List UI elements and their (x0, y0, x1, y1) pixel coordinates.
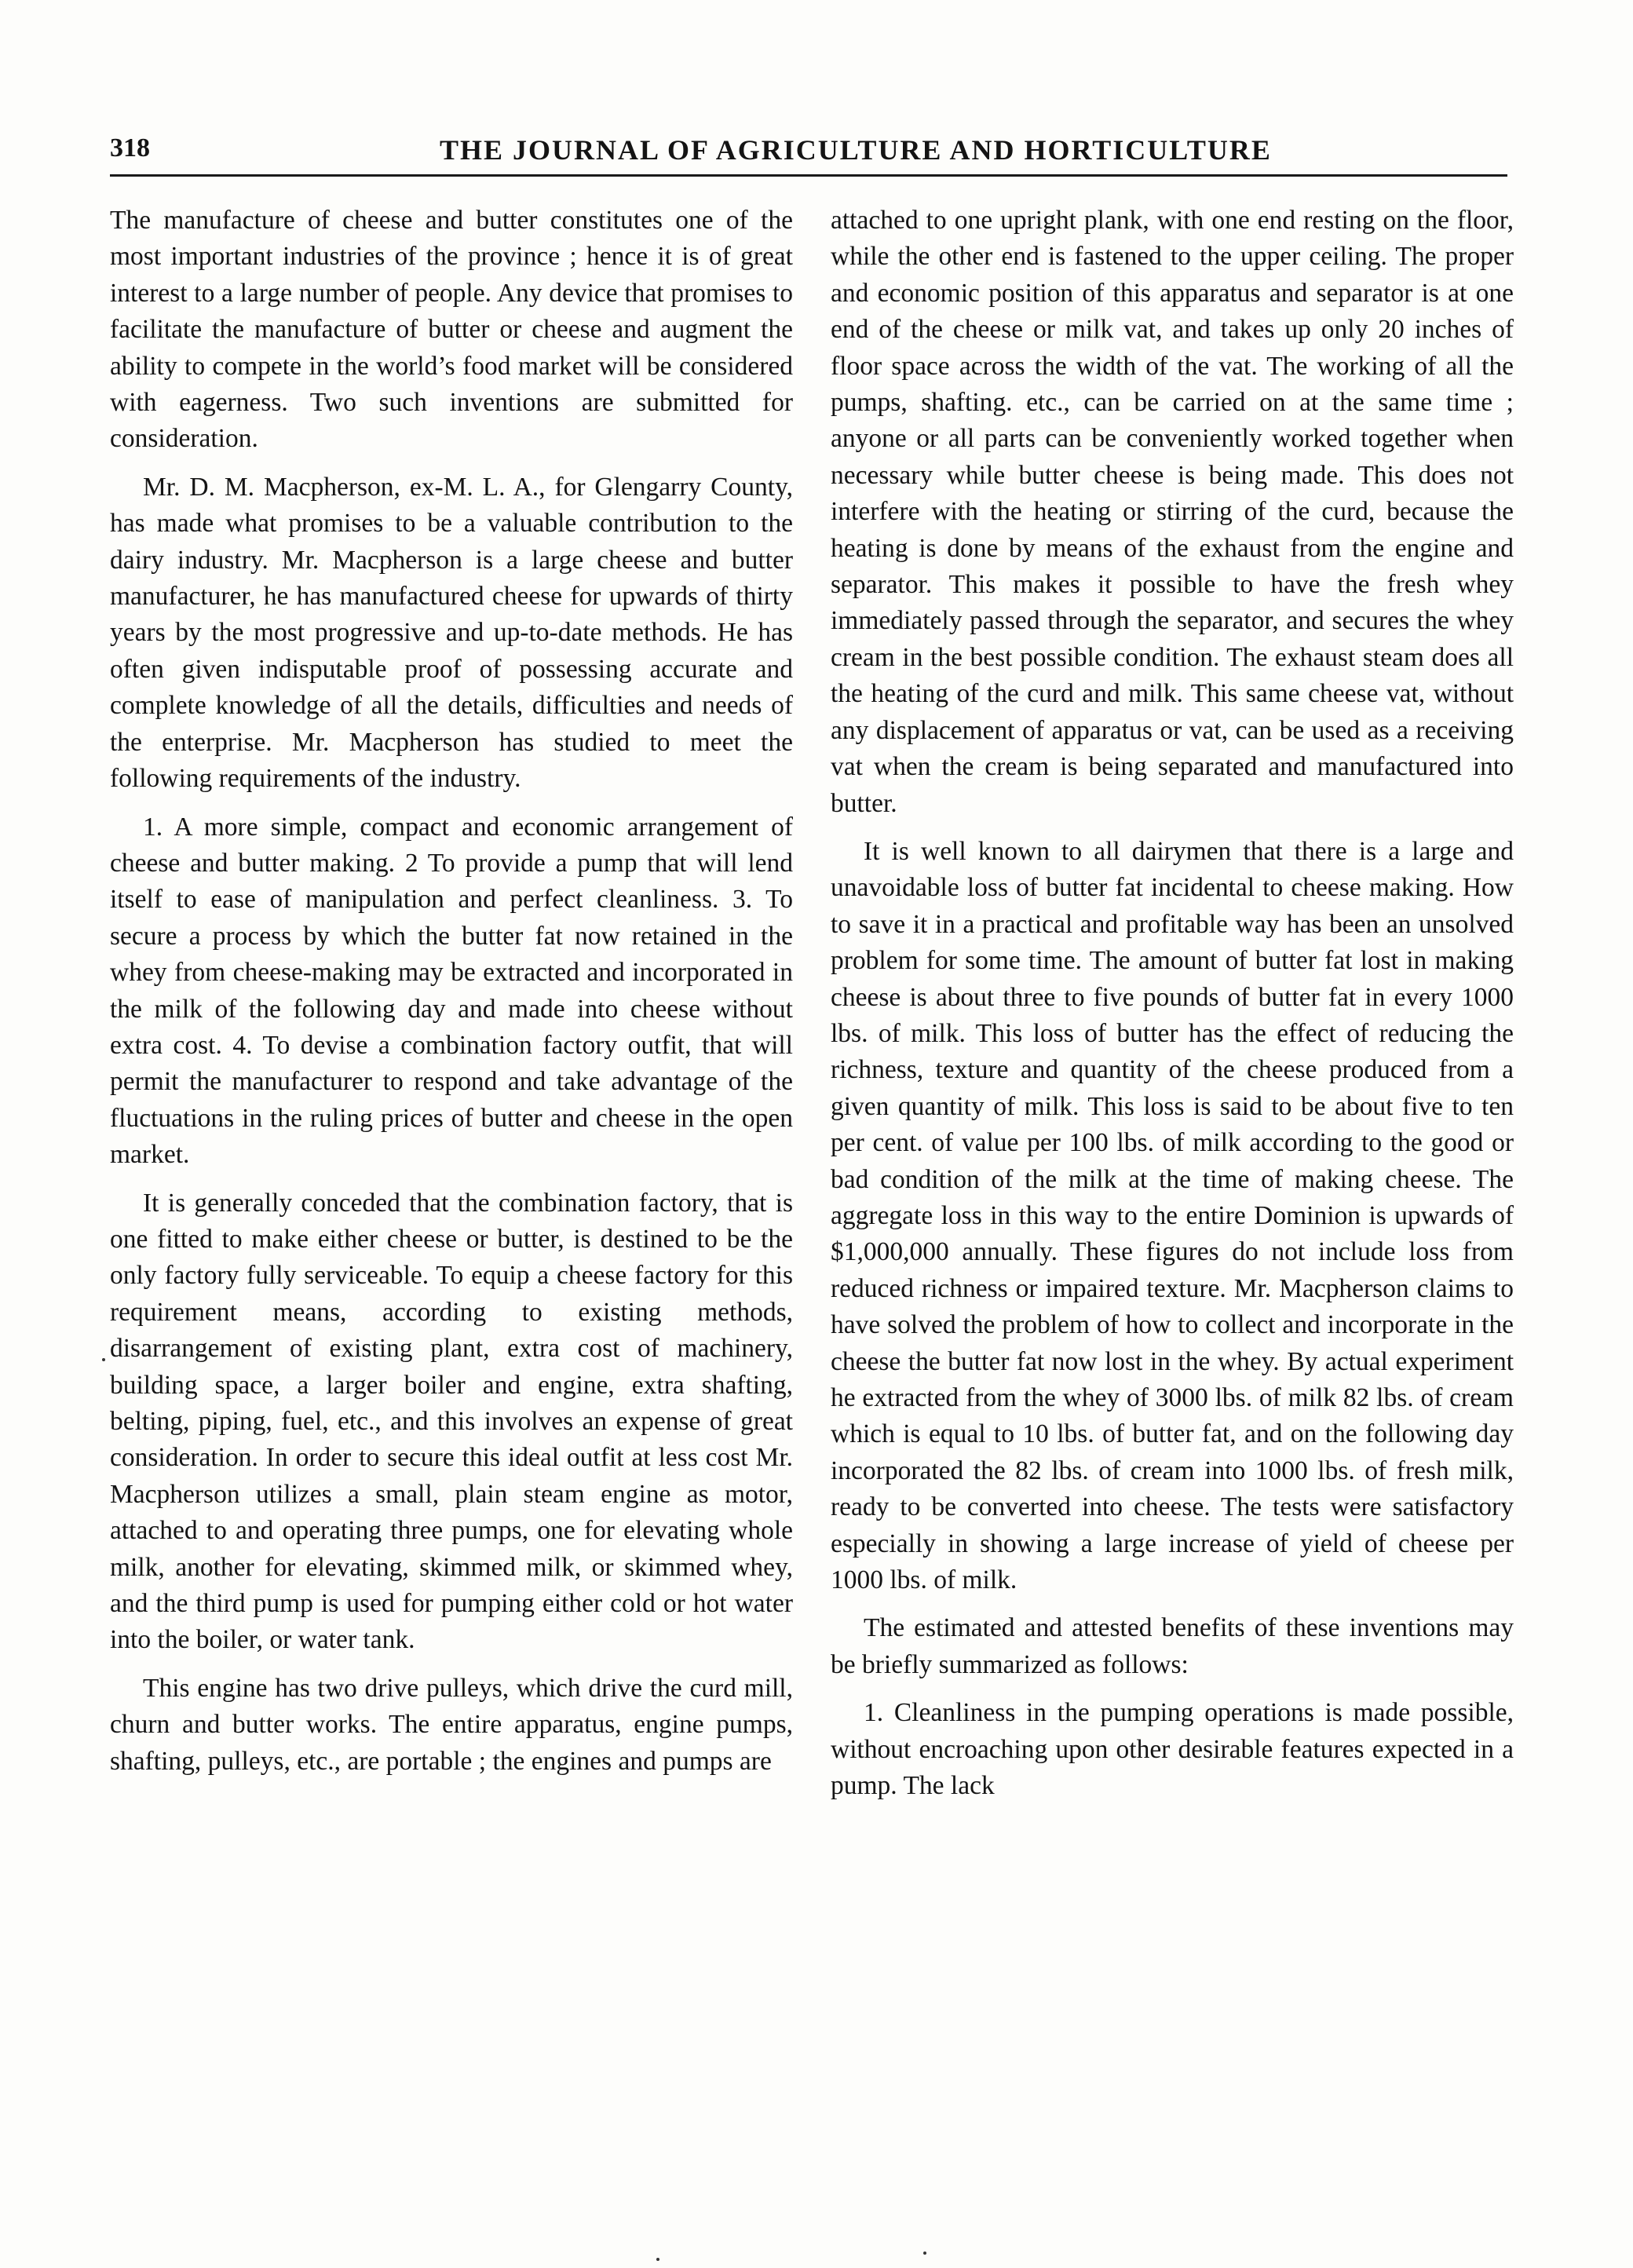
paragraph: Mr. D. M. Macpherson, ex-M. L. A., for Glengarry County, has made what promises to be a valuable contribution to the dairy industry. Mr. Macpherson is a large cheese and butter manufacturer, he has manufactured cheese for upwards of thirty years by the most progressive and up-to-date methods. He has often given indisputable proof of possessing accurate and complete knowledge of all the details, difficulties and needs of the enterprise. Mr. Macpherson has studied to meet the following requirements of the industry. (110, 472, 793, 794)
paragraph: 1. A more simple, compact and economic arrangement of cheese and butter making. 2 To provide a pump that will lend itself to ease of manipulation and perfect cleanliness. 3. To secure a process by which the butter fat now retained in the whey from cheese-making may be extracted and incorporated in the milk of the following day and made into cheese without extra cost. 4. To devise a combination factory outfit, that will permit the manufacturer to respond and take advantage of the fluctuations in the ruling prices of butter and cheese in the open market. (110, 812, 793, 1170)
running-title: THE JOURNAL OF AGRICULTURE AND HORTICULTURE (440, 134, 1272, 166)
paragraph: It is generally conceded that the combination factory, that is one fitted to make either cheese or butter, is destined to be the only factory fully serviceable. To equip a cheese factory for this requirement means, according to existing methods, disarrangement of existing plant, extra cost of machinery, building space, a larger boiler and engine, extra shafting, belting, piping, fuel, etc., and this involves an expense of great consideration. In order to secure this ideal outfit at less cost Mr. Macpherson utilizes a small, plain steam engine as motor, attached to and operating three pumps, one for elevating whole milk, another for elevating, skimmed milk, or skimmed whey, and the third pump is used for pumping either cold or hot water into the boiler, or water tank. (110, 1188, 793, 1655)
print-speck (656, 2258, 659, 2261)
print-speck (923, 2252, 926, 2255)
page-header (110, 133, 1507, 173)
paragraph: 1. Cleanliness in the pumping operations is made possible, without encroaching upon other desirable features expected in a pump. The lack (831, 1698, 1514, 1801)
paragraph: The manufacture of cheese and butter constitutes one of the most important industries of the province ; hence it is of great interest to a large number of people. Any device that promises to facilitate the manufacture of butter or cheese and augment the ability to compete in the world’s food market will be considered with eagerness. Two such inventions are submitted for consideration. (110, 206, 793, 454)
paragraph: It is well known to all dairymen that there is a large and unavoidable loss of butter fat incidental to cheese making. How to save it in a practical and profitable way has been an unsolved problem for some time. The amount of butter fat lost in making cheese is about three to five pounds of butter fat in every 1000 lbs. of milk. This loss of butter has the effect of reducing the richness, texture and quantity of the cheese produced from a given quantity of milk. This loss is said to be about five to ten per cent. of value per 100 lbs. of milk according to the good or bad condition of the milk at the time of making cheese. The aggregate loss in this way to the entire Dominion is upwards of $1,000,000 annually. These figures do not include loss from reduced richness or impaired texture. Mr. Macpherson claims to have solved the problem of how to collect and incorporate in the cheese the butter fat now lost in the whey. By actual experiment he extracted from the whey of 3000 lbs. of milk 82 lbs. of cream which is equal to 10 lbs. of butter fat, and on the following day incorporated the 82 lbs. of cream into 1000 lbs. of fresh milk, ready to be converted into cheese. The tests were satisfactory especially in showing a large increase of yield of cheese per 1000 lbs. of milk. (831, 836, 1514, 1595)
print-speck (102, 1358, 105, 1361)
header-rule (110, 174, 1507, 177)
paragraph: The estimated and attested benefits of these inventions may be briefly summarized as follows: (831, 1613, 1514, 1679)
right-column (831, 203, 1514, 2212)
paragraph: attached to one upright plank, with one end resting on the floor, while the other end is fastened to the upper ceiling. The proper and economic position of this apparatus and separator is at one end of the cheese or milk vat, and takes up only 20 inches of floor space across the width of the vat. The working of all the pumps, shafting. etc., can be carried on at the same time ; anyone or all parts can be conveniently worked together when necessary while butter cheese is being made. This does not interfere with the heating or stirring of the curd, because the heating is done by means of the exhaust from the engine and separator. This makes it possible to have the fresh whey immediately passed through the separator, and secures the whey cream in the best possible condition. The exhaust steam does all the heating of the curd and milk. This same cheese vat, without any displacement of apparatus or vat, can be used as a receiving vat when the cream is being separated and manufactured into butter. (831, 206, 1514, 818)
page-number: 318 (110, 133, 150, 163)
paragraph: This engine has two drive pulleys, which drive the curd mill, churn and butter works. The entire apparatus, engine pumps, shafting, pulleys, etc., are portable ; the engines and pumps are (110, 1673, 793, 1776)
left-column (110, 203, 793, 2212)
